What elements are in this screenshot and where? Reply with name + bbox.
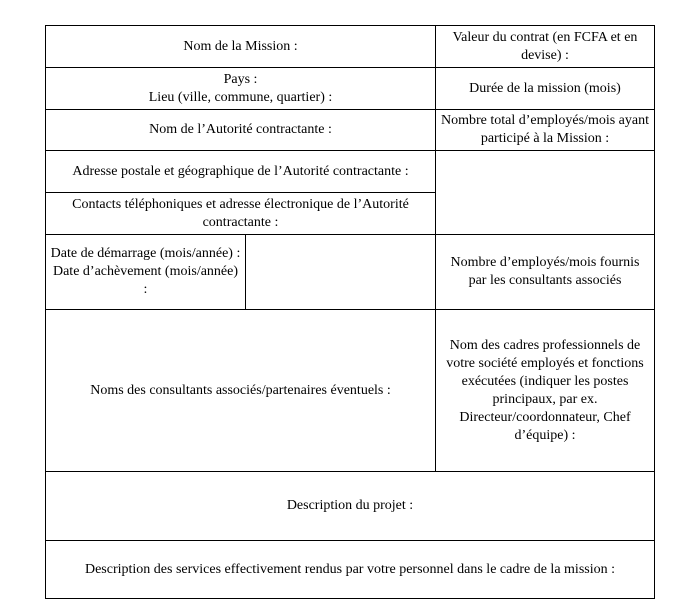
location-label: Lieu (ville, commune, quartier) :: [148, 89, 333, 105]
country-location-field[interactable]: [46, 68, 436, 110]
authority-contacts-field[interactable]: [46, 193, 436, 235]
total-staff-field[interactable]: [436, 110, 655, 151]
mission-name-field[interactable]: [46, 26, 436, 68]
associate-consultants-label: Noms des consultants associés/partenaires éventuels :: [90, 382, 391, 398]
authority-address-label: Adresse postale et géographique de l’Autorité contractante :: [72, 163, 409, 179]
services-description-field[interactable]: [46, 541, 655, 599]
associate-consultants-field[interactable]: [46, 310, 436, 472]
contract-value-label: Valeur du contrat (en FCFA et en devise) :: [452, 29, 638, 63]
associate-staff-label: Nombre d’employés/mois fournis par les consultants associés: [450, 255, 640, 288]
dates-value-cell[interactable]: [246, 235, 436, 310]
senior-staff-field[interactable]: [436, 310, 655, 472]
duration-label: Durée de la mission (mois): [469, 80, 621, 96]
total-staff-label: Nombre total d’employés/mois ayant participé à la Mission :: [440, 113, 649, 146]
associate-staff-field[interactable]: [436, 235, 655, 310]
country-label: Pays :: [223, 71, 258, 87]
services-description-label: Description des services effectivement rendus par votre personnel dans le cadre de la mission :: [84, 561, 615, 577]
project-description-label: Description du projet :: [286, 498, 414, 513]
mission-name-label: Nom de la Mission :: [183, 38, 298, 54]
contract-value-field[interactable]: [436, 26, 655, 68]
end-date-label: Date d’achèvement (mois/année) :: [52, 264, 239, 297]
duration-field[interactable]: [436, 68, 655, 110]
authority-contacts-label: Contacts téléphoniques et adresse électronique de l’Autorité contractante :: [72, 196, 409, 230]
blank-value-cell[interactable]: [436, 151, 655, 235]
contracting-authority-label: Nom de l’Autorité contractante :: [149, 122, 332, 137]
mission-reference-form: [45, 25, 655, 599]
authority-address-field[interactable]: [46, 151, 436, 193]
senior-staff-label: Nom des cadres professionnels de votre société employés et fonctions exécutées (indiquer les postes principaux, par ex. Directeur/coordonnateur, Chef d’équipe) :: [446, 337, 644, 443]
contracting-authority-field[interactable]: [46, 110, 436, 151]
dates-label-cell: [46, 235, 246, 310]
project-description-field[interactable]: [46, 472, 655, 541]
start-date-label: Date de démarrage (mois/année) :: [50, 246, 241, 261]
